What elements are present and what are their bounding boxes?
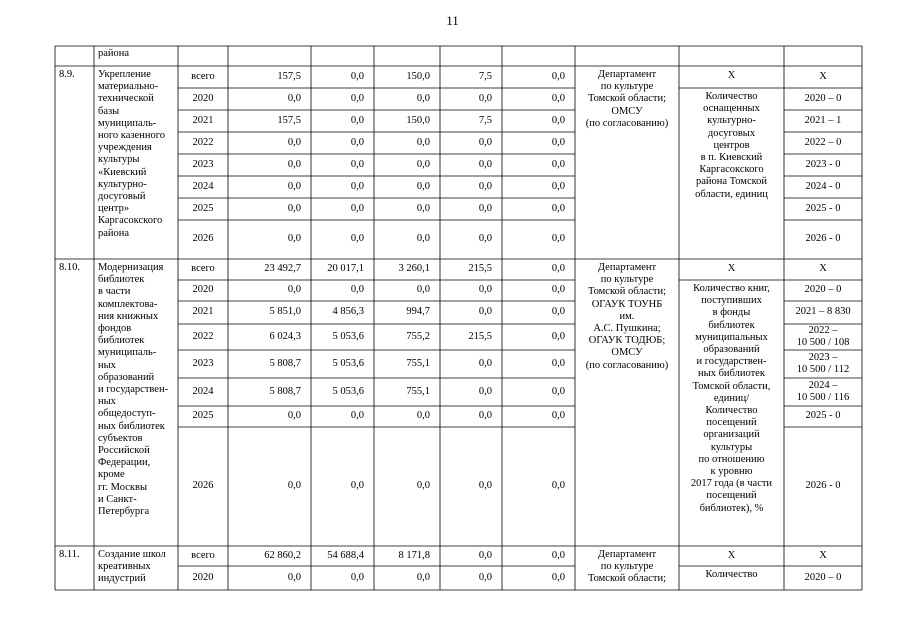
year-cell: всего <box>191 263 215 275</box>
amount-cell: 0,0 <box>350 480 364 492</box>
amount-cell: 0,0 <box>551 158 565 170</box>
amount-cell: 0,0 <box>416 410 430 422</box>
amount-cell: 0,0 <box>551 549 565 561</box>
amount-cell: 0,0 <box>350 114 364 126</box>
amount-cell: 0,0 <box>350 202 364 214</box>
amount-cell: 0,0 <box>416 136 430 148</box>
amount-cell: 0,0 <box>551 357 565 369</box>
year-cell: 2025 <box>192 410 214 422</box>
amount-cell: 0,0 <box>478 549 492 561</box>
amount-cell: 0,0 <box>551 92 565 104</box>
amount-cell: 0,0 <box>551 180 565 192</box>
section-name: Укрепление материально- технической базы муниципаль- ного казенного учреждения культуры «Киевский культурно- досуговый центр» Каргасокского района <box>98 69 165 239</box>
amount-cell: 0,0 <box>551 385 565 397</box>
amount-cell: 0,0 <box>287 202 301 214</box>
amount-cell: 755,1 <box>406 357 430 369</box>
amount-cell: 150,0 <box>406 70 430 82</box>
section-number: 8.10. <box>59 262 80 273</box>
target-value-cell: 2025 - 0 <box>805 410 841 422</box>
target-value-cell: 2021 – 1 <box>804 114 842 126</box>
amount-cell: 20 017,1 <box>327 263 364 275</box>
amount-cell: 0,0 <box>478 357 492 369</box>
year-cell: 2024 <box>192 385 214 397</box>
amount-cell: 0,0 <box>350 233 364 245</box>
year-cell: 2023 <box>192 158 214 170</box>
amount-cell: 755,2 <box>406 330 430 342</box>
amount-cell: 5 851,0 <box>269 306 301 318</box>
amount-cell: 0,0 <box>350 92 364 104</box>
amount-cell: 0,0 <box>287 480 301 492</box>
year-cell: 2026 <box>192 480 214 492</box>
amount-cell: 0,0 <box>287 571 301 583</box>
amount-cell: 0,0 <box>478 571 492 583</box>
amount-cell: 0,0 <box>478 306 492 318</box>
amount-cell: 0,0 <box>551 202 565 214</box>
year-cell: 2025 <box>192 202 214 214</box>
amount-cell: 0,0 <box>287 233 301 245</box>
target-value-cell: 2023 - 0 <box>805 158 841 170</box>
amount-cell: 5 053,6 <box>332 330 364 342</box>
amount-cell: 0,0 <box>416 180 430 192</box>
target-value-cell: 2026 - 0 <box>805 233 841 245</box>
indicator-text: Количество <box>705 569 758 580</box>
amount-cell: 0,0 <box>478 284 492 296</box>
year-cell: 2021 <box>192 306 214 318</box>
amount-cell: 150,0 <box>406 114 430 126</box>
year-cell: 2020 <box>192 284 214 296</box>
section-number: 8.9. <box>59 69 75 80</box>
target-value-cell: 2020 – 0 <box>804 284 842 296</box>
target-value-cell: Х <box>819 70 827 82</box>
amount-cell: 0,0 <box>478 158 492 170</box>
amount-cell: 0,0 <box>287 180 301 192</box>
amount-cell: 0,0 <box>416 284 430 296</box>
year-cell: всего <box>191 70 215 82</box>
amount-cell: 0,0 <box>350 410 364 422</box>
amount-cell: 4 856,3 <box>332 306 364 318</box>
amount-cell: 62 860,2 <box>264 549 301 561</box>
section-name: Модернизация библиотек в части комплектова- ния книжных фондов библиотек муниципаль- ных образований и государствен- ных общедоступ- ных библиотек субъектов Российской Федерации, кроме гг. Москвы и Санкт- Петербурга <box>98 262 169 518</box>
amount-cell: 0,0 <box>551 571 565 583</box>
amount-cell: 3 260,1 <box>398 263 430 275</box>
amount-cell: 6 024,3 <box>269 330 301 342</box>
continuation-name: района <box>98 48 130 59</box>
indicator-x-mark: Х <box>727 263 736 274</box>
amount-cell: 5 053,6 <box>332 357 364 369</box>
amount-cell: 0,0 <box>551 114 565 126</box>
amount-cell: 0,0 <box>287 410 301 422</box>
amount-cell: 5 808,7 <box>269 357 301 369</box>
amount-cell: 0,0 <box>551 330 565 342</box>
amount-cell: 157,5 <box>277 70 301 82</box>
executor-text: Департамент по культуре Томской области; ОГАУК ТОУНБ им. А.С. Пушкина; ОГАУК ТОДЮБ; ОМСУ (по согласованию) <box>585 262 669 371</box>
executor-text: Департамент по культуре Томской области; <box>587 549 667 585</box>
amount-cell: 0,0 <box>350 284 364 296</box>
amount-cell: 0,0 <box>416 233 430 245</box>
page-number: 11 <box>446 13 459 28</box>
indicator-text: Количество книг, поступивших в фонды библиотек муниципальных образований и государствен- ных библиотек Томской области, единиц/ Количество посещений организаций культуры по отношению к уровню 2017 года (в части посещений библиотек), % <box>690 283 773 514</box>
amount-cell: 0,0 <box>478 385 492 397</box>
target-value-cell: Х <box>819 549 827 561</box>
year-cell: 2021 <box>192 114 214 126</box>
amount-cell: 0,0 <box>416 480 430 492</box>
target-value-cell: 2022 – 10 500 / 108 <box>796 325 850 349</box>
amount-cell: 215,5 <box>468 330 492 342</box>
amount-cell: 0,0 <box>551 284 565 296</box>
year-cell: 2023 <box>192 357 214 369</box>
target-value-cell: 2025 - 0 <box>805 202 841 214</box>
amount-cell: 0,0 <box>350 136 364 148</box>
amount-cell: 0,0 <box>478 202 492 214</box>
amount-cell: 5 053,6 <box>332 385 364 397</box>
amount-cell: 54 688,4 <box>327 549 364 561</box>
amount-cell: 0,0 <box>551 263 565 275</box>
target-value-cell: 2023 – 10 500 / 112 <box>796 351 850 375</box>
amount-cell: 0,0 <box>478 136 492 148</box>
year-cell: 2020 <box>192 571 214 583</box>
amount-cell: 0,0 <box>287 136 301 148</box>
amount-cell: 0,0 <box>551 70 565 82</box>
target-value-cell: 2020 – 0 <box>804 571 842 583</box>
amount-cell: 0,0 <box>478 480 492 492</box>
amount-cell: 0,0 <box>551 136 565 148</box>
year-cell: 2026 <box>192 233 214 245</box>
amount-cell: 0,0 <box>551 410 565 422</box>
amount-cell: 0,0 <box>287 92 301 104</box>
target-value-cell: 2020 – 0 <box>804 92 842 104</box>
year-cell: 2022 <box>192 136 214 148</box>
section-name: Создание школ креативных индустрий <box>98 549 166 585</box>
executor-text: Департамент по культуре Томской области; ОМСУ (по согласованию) <box>585 69 669 129</box>
amount-cell: 0,0 <box>416 571 430 583</box>
target-value-cell: 2022 – 0 <box>804 136 842 148</box>
amount-cell: 215,5 <box>468 263 492 275</box>
amount-cell: 7,5 <box>478 114 492 126</box>
amount-cell: 0,0 <box>551 306 565 318</box>
amount-cell: 0,0 <box>416 158 430 170</box>
amount-cell: 0,0 <box>551 480 565 492</box>
amount-cell: 0,0 <box>478 410 492 422</box>
amount-cell: 5 808,7 <box>269 385 301 397</box>
year-cell: 2020 <box>192 92 214 104</box>
amount-cell: 0,0 <box>350 571 364 583</box>
amount-cell: 0,0 <box>416 202 430 214</box>
year-cell: всего <box>191 549 215 561</box>
amount-cell: 0,0 <box>350 158 364 170</box>
year-cell: 2024 <box>192 180 214 192</box>
amount-cell: 157,5 <box>277 114 301 126</box>
amount-cell: 0,0 <box>287 158 301 170</box>
amount-cell: 0,0 <box>350 180 364 192</box>
amount-cell: 23 492,7 <box>264 263 301 275</box>
indicator-text: Количество оснащенных культурно- досуговых центров в п. Киевский Каргасокского района Томской области, единиц <box>695 91 768 200</box>
amount-cell: 7,5 <box>478 70 492 82</box>
target-value-cell: Х <box>819 263 827 275</box>
amount-cell: 0,0 <box>478 180 492 192</box>
indicator-x-mark: Х <box>727 70 736 81</box>
amount-cell: 755,1 <box>406 385 430 397</box>
amount-cell: 0,0 <box>478 92 492 104</box>
indicator-x-mark: Х <box>727 550 736 561</box>
amount-cell: 0,0 <box>416 92 430 104</box>
target-value-cell: 2021 – 8 830 <box>795 306 851 318</box>
amount-cell: 0,0 <box>350 70 364 82</box>
amount-cell: 8 171,8 <box>398 549 430 561</box>
target-value-cell: 2026 - 0 <box>805 480 841 492</box>
amount-cell: 0,0 <box>478 233 492 245</box>
target-value-cell: 2024 - 0 <box>805 180 841 192</box>
target-value-cell: 2024 – 10 500 / 116 <box>796 379 850 403</box>
amount-cell: 0,0 <box>551 233 565 245</box>
year-cell: 2022 <box>192 330 214 342</box>
amount-cell: 0,0 <box>287 284 301 296</box>
amount-cell: 994,7 <box>406 306 430 318</box>
section-number: 8.11. <box>59 549 80 560</box>
